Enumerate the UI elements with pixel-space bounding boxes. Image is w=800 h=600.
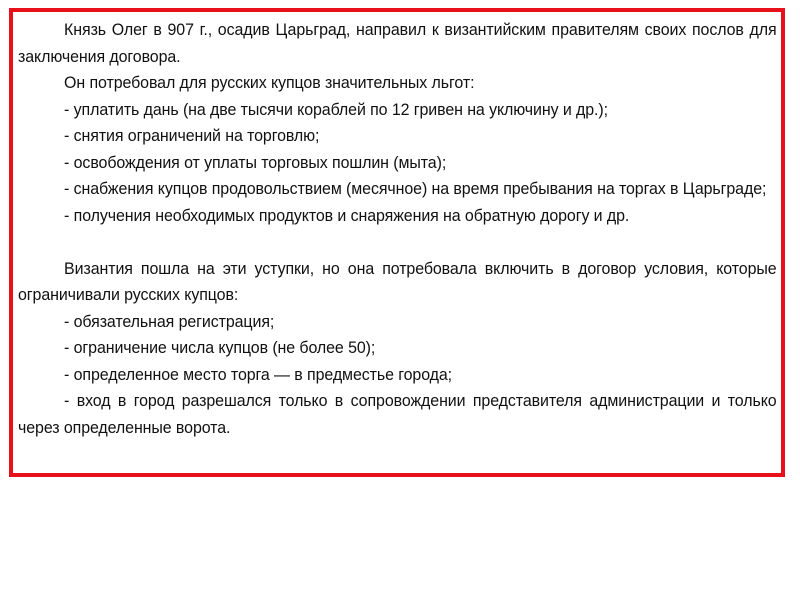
list-item-trade-place: - определенное место торга — в предместье города;: [64, 364, 453, 384]
list-item-city-entry: - вход в город разрешался только в сопровождении представителя администрации и только через определенные ворота.: [18, 391, 777, 437]
list-item-return-supplies: - получения необходимых продуктов и снаряжения на обратную дорогу и др.: [64, 205, 630, 225]
list-item-trade-restrictions: - снятия ограничений на торговлю;: [64, 126, 320, 145]
red-bordered-text-box: [9, 8, 785, 477]
list-item-duty-exemption: - освобождения от уплаты торговых пошлин (мыта);: [64, 152, 447, 172]
list-item-tribute: - уплатить дань (на две тысячи кораблей по 12 гривен на уключину и др.);: [64, 99, 608, 119]
list-item-provisions: - снабжения купцов продовольствием (месячное) на время пребывания на торгах в Царьграде;: [64, 179, 767, 198]
paragraph-demands-intro: Он потребовал для русских купцов значительных льгот:: [64, 73, 475, 92]
blank-line: [18, 229, 777, 256]
paragraph-oleg-907: Князь Олег в 907 г., осадив Царьград, направил к византийским правителям своих послов для заключения договора.: [18, 20, 777, 66]
list-item-merchant-limit: - ограничение числа купцов (не более 50);: [64, 338, 376, 357]
paragraph-byzantium-conditions: Византия пошла на эти уступки, но она потребовала включить в договор условия, которые ограничивали русских купцов:: [18, 258, 777, 304]
list-item-registration: - обязательная регистрация;: [64, 311, 275, 331]
